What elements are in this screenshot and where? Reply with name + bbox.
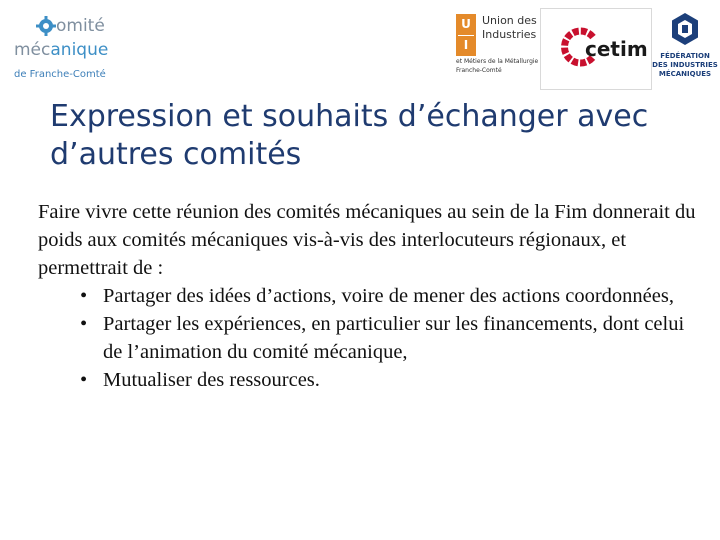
bullet-icon: • <box>80 369 88 391</box>
fim-line2: DES INDUSTRIES <box>652 61 718 69</box>
logo-text-line2b: anique <box>50 40 109 60</box>
list-item <box>38 310 698 366</box>
slide-title-line1: Expression et souhaits d’échanger avec <box>50 99 649 134</box>
fim-emblem-icon <box>670 12 700 46</box>
uimm-logo <box>456 14 542 80</box>
uimm-mark <box>456 14 476 56</box>
list-item-text: Partager les expériences, en particulier sur les financements, dont celui de l’animation du comité mécanique, <box>103 313 685 363</box>
list-item-text: Mutualiser des ressources. <box>103 369 320 391</box>
fim-line3: MÉCANIQUES <box>658 70 712 78</box>
fim-line1: FÉDÉRATION <box>660 52 710 60</box>
uimm-name <box>482 14 537 42</box>
logo-text-line2 <box>14 40 108 60</box>
bullet-list <box>38 282 698 394</box>
uimm-mark-i: I <box>463 38 469 52</box>
uimm-name-line2: Industries <box>482 28 537 41</box>
comite-mecanique-logo <box>14 16 109 86</box>
list-item-text: Partager des idées d’actions, voire de mener des actions coordonnées, <box>103 285 674 307</box>
list-item <box>38 366 698 394</box>
slide-title <box>50 98 690 174</box>
logo-text-line2a: méc <box>14 40 51 60</box>
uimm-mark-u: U <box>461 17 471 31</box>
intro-paragraph: Faire vivre cette réunion des comités mécaniques au sein de la Fim donnerait du poids aux comités mécaniques vis-à-vis des interlocuteurs régionaux, et permettrait de : <box>38 201 696 279</box>
uimm-mark-divider <box>458 35 474 36</box>
logo-text-line3: de Franche-Comté <box>14 69 106 80</box>
gear-icon <box>36 16 56 36</box>
bullet-icon: • <box>80 313 88 335</box>
uimm-sub-line2: Franche-Comté <box>456 67 502 74</box>
fim-logo <box>652 12 718 92</box>
uimm-name-line1: Union des <box>482 14 537 27</box>
slide-body <box>38 198 698 394</box>
cetim-logo <box>540 8 652 90</box>
cetim-name: cetim <box>585 37 648 61</box>
bullet-icon: • <box>80 285 88 307</box>
slide-title-line2: d’autres comités <box>50 137 302 172</box>
uimm-sub-line1: et Métiers de la Métallurgie <box>456 58 539 65</box>
logo-text-line1: omité <box>56 16 105 36</box>
list-item <box>38 282 698 310</box>
